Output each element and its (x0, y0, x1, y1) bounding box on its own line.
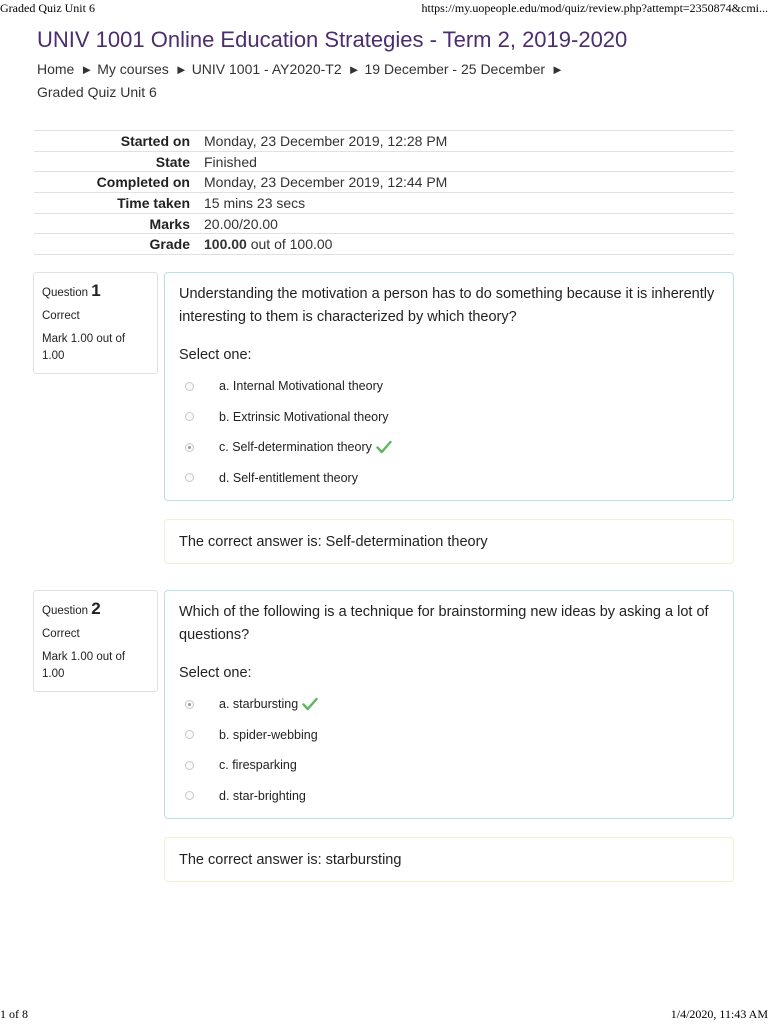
answer-options (179, 689, 719, 811)
option-label: a. starbursting (219, 697, 299, 712)
summary-label: State (155, 153, 190, 170)
page-title: UNIV 1001 Online Education Strategies - Term 2, 2019-2020 (37, 27, 628, 52)
radio-button[interactable] (185, 761, 194, 770)
question-text: Understanding the motivation a person has to do something because it is inherently interesting to them is characterized by which theory? (179, 286, 715, 325)
check-icon (376, 440, 392, 454)
summary-label: Grade (149, 236, 190, 253)
breadcrumb (37, 58, 677, 103)
grade-out-of: out of 100.00 (250, 236, 333, 253)
radio-button[interactable] (185, 791, 194, 800)
grade-score: 100.00 (204, 236, 247, 253)
option-b[interactable] (179, 402, 719, 433)
summary-value: Monday, 23 December 2019, 12:44 PM (204, 174, 448, 191)
summary-value: 20.00/20.00 (204, 215, 278, 232)
option-c[interactable] (179, 750, 719, 781)
summary-row-time-taken (34, 193, 734, 214)
option-label: c. firesparking (219, 758, 297, 773)
question-info-2 (33, 590, 158, 692)
print-timestamp: 1/4/2020, 11:43 AM (670, 1007, 768, 1021)
print-footer (0, 1006, 768, 1024)
radio-button[interactable] (185, 382, 194, 391)
question-mark: Mark 1.00 out of 1.00 (42, 333, 126, 362)
summary-row-completed (34, 172, 734, 193)
question-text: Which of the following is a technique for brainstorming new ideas by asking a lot of questions? (179, 604, 709, 643)
summary-value: Monday, 23 December 2019, 12:28 PM (204, 132, 448, 149)
select-one-prompt: Select one: (179, 347, 252, 363)
option-label: b. Extrinsic Motivational theory (219, 409, 389, 424)
option-label: b. spider-webbing (219, 727, 318, 742)
summary-label: Completed on (96, 174, 190, 191)
question-label: Question (42, 287, 89, 299)
summary-label: Time taken (117, 194, 190, 211)
radio-button[interactable] (185, 730, 194, 739)
question-mark: Mark 1.00 out of 1.00 (42, 651, 126, 680)
print-header-url: https://my.uopeople.edu/mod/quiz/review.php?attempt=2350874&cmi... (421, 1, 768, 15)
question-number-value: 2 (91, 599, 101, 618)
option-label: d. Self-entitlement theory (219, 470, 358, 485)
question-number-value: 1 (91, 281, 101, 300)
select-one-prompt: Select one: (179, 665, 252, 681)
breadcrumb-week[interactable]: 19 December - 25 December (364, 61, 546, 77)
option-d[interactable] (179, 463, 719, 494)
option-a[interactable] (179, 371, 719, 402)
breadcrumb-separator: ► (174, 62, 188, 77)
option-a[interactable] (179, 689, 719, 720)
breadcrumb-my-courses[interactable]: My courses (97, 61, 169, 77)
radio-button[interactable] (185, 412, 194, 421)
option-c[interactable] (179, 432, 719, 463)
breadcrumb-home[interactable]: Home (37, 61, 75, 77)
option-label: d. star-brighting (219, 788, 306, 803)
option-label: a. Internal Motivational theory (219, 379, 383, 394)
option-d[interactable] (179, 781, 719, 812)
radio-button-selected[interactable] (185, 700, 194, 709)
question-feedback-2: The correct answer is: starbursting (164, 837, 734, 882)
question-content-2 (164, 590, 734, 819)
check-icon (302, 697, 318, 711)
breadcrumb-quiz[interactable]: Graded Quiz Unit 6 (37, 84, 157, 100)
question-state: Correct (42, 628, 80, 640)
summary-label: Marks (149, 215, 190, 232)
summary-row-state (34, 151, 734, 172)
breadcrumb-course[interactable]: UNIV 1001 - AY2020-T2 (191, 61, 342, 77)
breadcrumb-separator: ► (347, 62, 361, 77)
question-state: Correct (42, 310, 80, 322)
print-header (0, 0, 768, 16)
question-content-1 (164, 272, 734, 501)
question-info-1 (33, 272, 158, 374)
summary-label: Started on (120, 132, 190, 149)
question-feedback-1: The correct answer is: Self-determination theory (164, 519, 734, 564)
breadcrumb-separator: ► (80, 62, 94, 77)
option-b[interactable] (179, 720, 719, 751)
breadcrumb-separator: ► (551, 62, 564, 77)
radio-button[interactable] (185, 473, 194, 482)
attempt-summary-table (34, 130, 734, 255)
print-header-title: Graded Quiz Unit 6 (0, 1, 95, 15)
summary-value: Finished (204, 153, 257, 170)
summary-value (204, 234, 734, 255)
page-count: 1 of 8 (0, 1007, 28, 1021)
summary-row-started (34, 131, 734, 152)
answer-options (179, 371, 719, 493)
question-number (42, 281, 149, 301)
summary-row-grade (34, 234, 734, 255)
question-number (42, 599, 149, 619)
summary-value: 15 mins 23 secs (204, 194, 306, 211)
question-label: Question (42, 605, 89, 617)
option-label: c. Self-determination theory (219, 440, 372, 455)
radio-button-selected[interactable] (185, 443, 194, 452)
summary-row-marks (34, 213, 734, 234)
